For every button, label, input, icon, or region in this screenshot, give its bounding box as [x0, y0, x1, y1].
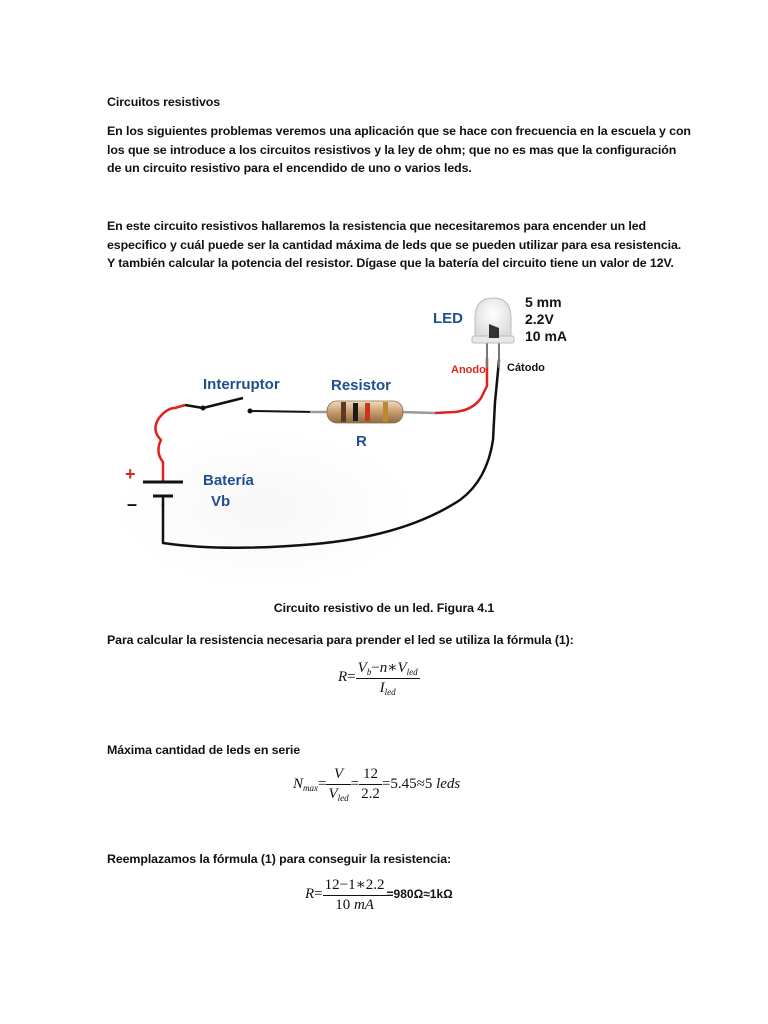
paragraph-line: En los siguientes problemas veremos una aplicación que se hace con frecuencia en la escuela y con [107, 124, 691, 138]
formula-fraction [356, 658, 420, 697]
paragraph-line: de un circuito resistivo para el encendido de uno o varios leds. [107, 161, 472, 175]
circuit-figure [115, 290, 595, 590]
formula-denominator: $I_{led}$ [379, 680, 396, 697]
formula-fraction [323, 875, 387, 914]
figure-caption: Circuito resistivo de un led. Figura 4.1 [273, 601, 495, 615]
resistor-band [353, 403, 358, 421]
formula-resistance [338, 658, 420, 697]
formula-fraction [359, 766, 382, 803]
plus-sign: + [125, 464, 136, 484]
anode-label: Anodo [451, 364, 486, 376]
formula-numerator: $V_b-n∗V_{led}$ [357, 660, 418, 677]
formula-max-leds: $N_{max}=$ $\frac{V}{V_{led}}$ = $\frac{12}{2.2}$ =5.45≈5 leds [293, 766, 461, 803]
cathode-label: Cátodo [507, 362, 545, 374]
led-label: LED [433, 310, 463, 327]
switch-lead [185, 405, 203, 408]
formula-denominator: $V_{led}$ [328, 786, 349, 803]
led-spec: 2.2V [525, 311, 554, 327]
resistor-band [383, 402, 388, 422]
battery-label: Batería [203, 472, 254, 489]
replace-heading: Reemplazamos la fórmula (1) para conseguir la resistencia: [107, 852, 452, 866]
paragraph-line: Y también calcular la potencia del resistor. Dígase que la batería del circuito tiene un valor de 12V. [107, 256, 674, 270]
led-spec: 10 mA [525, 328, 568, 344]
resistor-lead-right [400, 412, 435, 413]
battery-symbol: Vb [211, 493, 231, 510]
switch-to-resistor-wire [250, 411, 315, 412]
formula-numerator: 12−1∗2.2 [323, 875, 387, 896]
resistor-symbol: R [356, 433, 367, 450]
minus-sign: – [127, 494, 138, 514]
formula-numerator: V [326, 766, 350, 785]
formula-op: = [347, 668, 356, 685]
switch-lever [203, 398, 243, 408]
max-leds-heading: Máxima cantidad de leds en serie [107, 743, 301, 757]
formula-fraction [326, 766, 350, 803]
resistor-band [365, 403, 370, 421]
resistor-label: Resistor [331, 377, 392, 394]
resistor-band [341, 402, 346, 422]
calc-intro: Para calcular la resistencia necesaria para prender el led se utiliza la fórmula (1): [107, 633, 574, 647]
formula-var: R [338, 668, 348, 685]
section-heading: Circuitos resistivos [107, 95, 221, 109]
paragraph-line: especifico y cuál puede ser la cantidad máxima de leds que se pueden utilizar para esa resistencia. [107, 237, 682, 252]
formula-numerator: 12 [359, 766, 382, 785]
formula-result-value: =980Ω≈1kΩ [386, 886, 453, 901]
led-spec: 5 mm [525, 294, 562, 310]
formula-denominator: 10 mA [335, 897, 374, 913]
formula-denominator: 2.2 [361, 786, 380, 802]
paragraph-line: los que se introduce a los circuitos resistivos y la ley de ohm; que no es mas que la configuración [107, 142, 677, 157]
paragraph-line: En este circuito resistivos hallaremos la resistencia que necesitaremos para encender un led [107, 219, 646, 233]
intro-paragraph [107, 122, 691, 178]
circuit-paragraph [107, 217, 682, 273]
formula-result: R= $\frac{12-1∗2.2}{10 mA}$ =980Ω≈1kΩ [305, 877, 453, 913]
switch-label: Interruptor [203, 376, 280, 393]
